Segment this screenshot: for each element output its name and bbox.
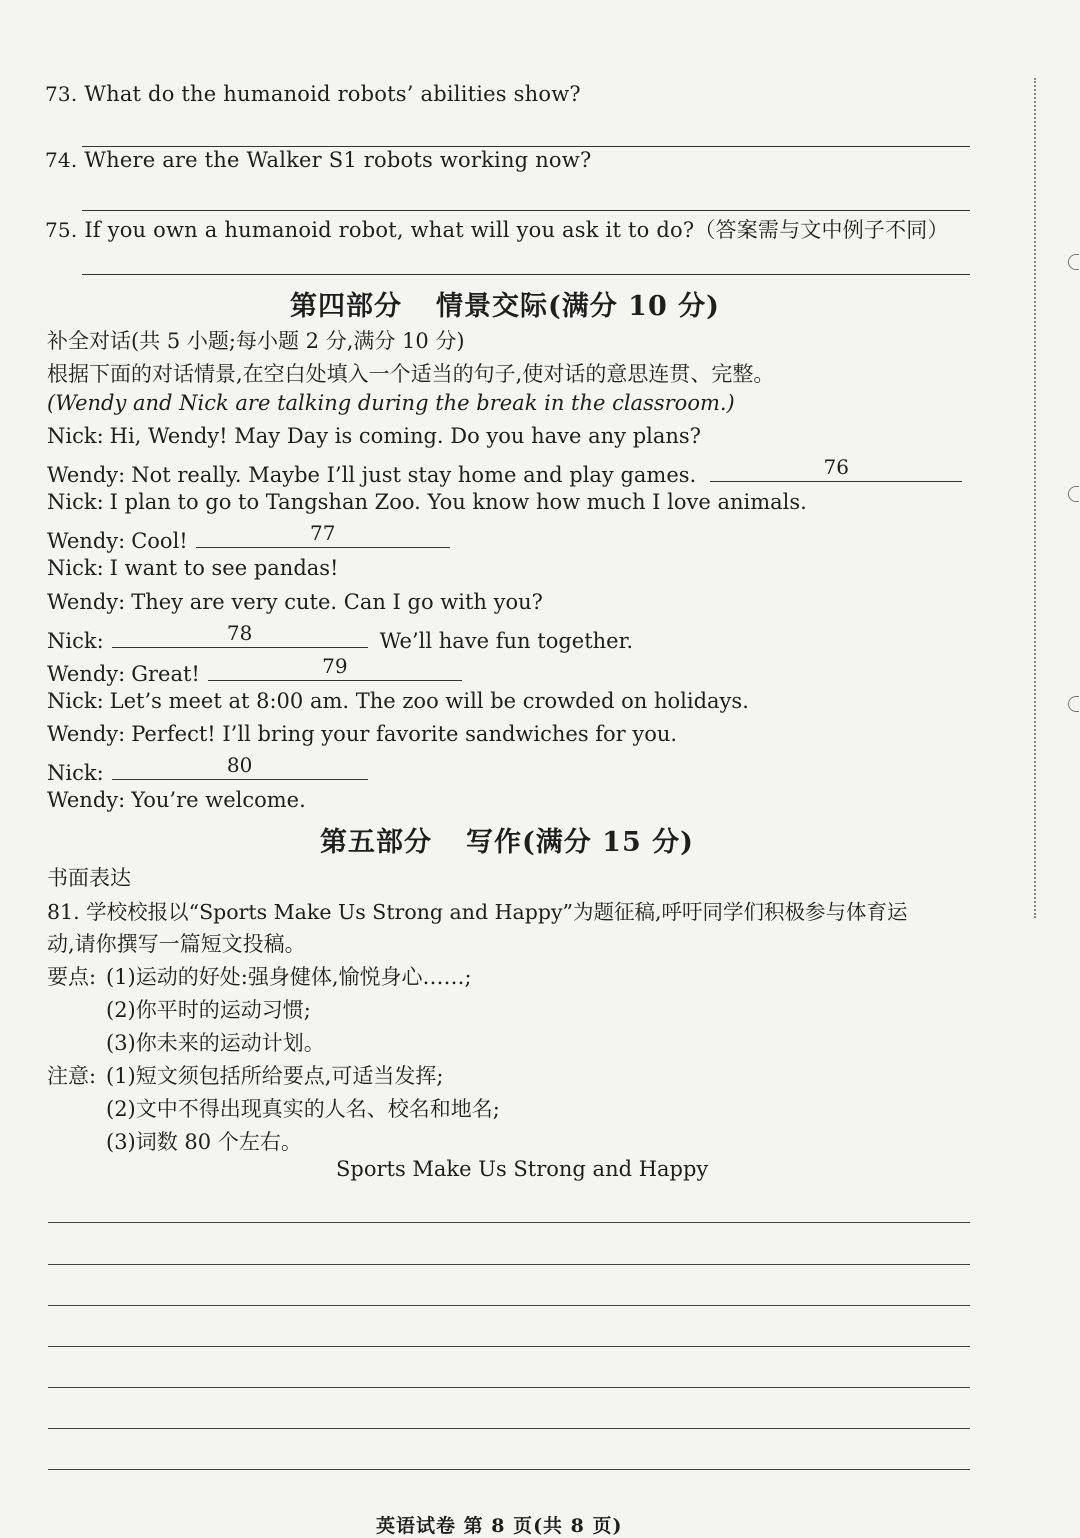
dialogue-line <box>47 490 807 514</box>
blank-77[interactable] <box>196 523 450 548</box>
points-label: 要点: <box>47 965 97 989</box>
question-number: 73. <box>45 82 78 106</box>
question-text: Where are the Walker S1 robots working now? <box>84 148 592 172</box>
question-text: What do the humanoid robots’ abilities show? <box>84 82 581 106</box>
speaker: Nick: <box>47 629 104 653</box>
question-number: 74. <box>45 148 78 172</box>
blank-number: 78 <box>226 621 253 645</box>
part4-instruction-2: 根据下面的对话情景,在空白处填入一个适当的句子,使对话的意思连贯、完整。 <box>47 362 775 386</box>
line-text: I plan to go to Tangshan Zoo. You know how much I love animals. <box>109 490 807 514</box>
part5-heading-main: 第五部分 <box>320 827 432 858</box>
binding-line <box>1034 78 1036 918</box>
part5-heading <box>320 820 694 859</box>
dialogue-line <box>47 656 474 686</box>
question-text: If you own a humanoid robot, what will you ask it to do?（答案需与文中例子不同） <box>84 218 949 242</box>
dialogue-line <box>47 755 380 785</box>
notes-label: 注意: <box>47 1064 97 1088</box>
line-text: They are very cute. Can I go with you? <box>131 590 543 614</box>
blank-number: 80 <box>226 753 253 777</box>
blank-number: 76 <box>823 455 849 479</box>
speaker: Wendy: <box>47 722 126 746</box>
dialogue-line <box>47 457 974 487</box>
question-73 <box>45 82 581 106</box>
speaker: Nick: <box>47 556 104 580</box>
speaker: Wendy: <box>47 529 126 553</box>
speaker: Wendy: <box>47 662 126 686</box>
part4-heading-sub: 情景交际(满分 10 分) <box>436 291 720 322</box>
dialogue-line <box>47 556 339 580</box>
speaker: Wendy: <box>47 590 126 614</box>
blank-number: 77 <box>310 521 336 545</box>
dialogue-line <box>47 424 701 448</box>
dialogue-scene: (Wendy and Nick are talking during the break in the classroom.) <box>47 391 735 415</box>
speaker: Wendy: <box>47 463 126 487</box>
speaker: Nick: <box>47 689 104 713</box>
dialogue-line <box>47 590 543 614</box>
writing-line[interactable] <box>48 1264 970 1265</box>
part5-heading-sub: 写作(满分 15 分) <box>466 827 694 858</box>
line-text: I want to see pandas! <box>109 556 339 580</box>
binding-hole-icon <box>1068 486 1079 502</box>
point-item: (3)你未来的运动计划。 <box>106 1031 325 1055</box>
writing-line[interactable] <box>48 1469 970 1470</box>
dialogue-line <box>47 722 677 746</box>
writing-line[interactable] <box>48 1428 970 1429</box>
question-74 <box>45 148 591 172</box>
binding-hole-icon <box>1068 696 1079 712</box>
line-text: Perfect! I’ll bring your favorite sandwiches for you. <box>131 722 678 746</box>
task-line-2: 动,请你撰写一篇短文投稿。 <box>47 932 306 956</box>
dialogue-line <box>47 623 633 653</box>
blank-80[interactable] <box>112 755 368 780</box>
speaker: Nick: <box>47 761 104 785</box>
line-text: Cool! <box>131 529 188 553</box>
essay-title: Sports Make Us Strong and Happy <box>336 1157 709 1181</box>
point-item: (2)你平时的运动习惯; <box>106 998 311 1022</box>
task-line-1: 81. 学校校报以“Sports Make Us Strong and Happy”为题征稿,呼吁同学们积极参与体育运 <box>47 900 908 924</box>
section-label: 书面表达 <box>47 866 131 890</box>
part4-heading-main: 第四部分 <box>290 291 402 322</box>
speaker: Nick: <box>47 490 104 514</box>
dialogue-line <box>47 523 462 553</box>
point-item: (1)运动的好处:强身健体,愉悦身心……; <box>106 965 472 989</box>
dialogue-line <box>47 689 749 713</box>
binding-hole-icon <box>1068 254 1079 270</box>
note-item: (2)文中不得出现真实的人名、校名和地名; <box>106 1097 500 1121</box>
line-text: Let’s meet at 8:00 am. The zoo will be crowded on holidays. <box>109 689 749 713</box>
writing-line[interactable] <box>48 1222 970 1223</box>
writing-line[interactable] <box>48 1305 970 1306</box>
note-item: (1)短文须包括所给要点,可适当发挥; <box>106 1064 444 1088</box>
blank-number: 79 <box>322 654 348 678</box>
answer-line-75[interactable] <box>82 274 970 275</box>
answer-line-74[interactable] <box>82 210 970 211</box>
line-text: You’re welcome. <box>131 788 306 812</box>
writing-line[interactable] <box>48 1387 970 1388</box>
line-text: Great! <box>131 662 200 686</box>
page-footer: 英语试卷 第 8 页(共 8 页) <box>376 1515 623 1537</box>
question-75 <box>45 214 949 244</box>
speaker: Wendy: <box>47 788 126 812</box>
blank-76[interactable] <box>710 457 962 482</box>
line-text: Not really. Maybe I’ll just stay home and play games. <box>131 463 697 487</box>
line-text: Hi, Wendy! May Day is coming. Do you have any plans? <box>109 424 701 448</box>
writing-line[interactable] <box>48 1346 970 1347</box>
line-text: We’ll have fun together. <box>379 629 633 653</box>
question-number: 75. <box>45 218 78 242</box>
part4-heading <box>290 284 720 323</box>
part4-instruction-1: 补全对话(共 5 小题;每小题 2 分,满分 10 分) <box>47 329 465 353</box>
answer-line-73[interactable] <box>82 146 970 147</box>
blank-79[interactable] <box>208 656 462 681</box>
blank-78[interactable] <box>112 623 368 648</box>
note-item: (3)词数 80 个左右。 <box>106 1130 302 1154</box>
dialogue-line <box>47 788 306 812</box>
speaker: Nick: <box>47 424 104 448</box>
